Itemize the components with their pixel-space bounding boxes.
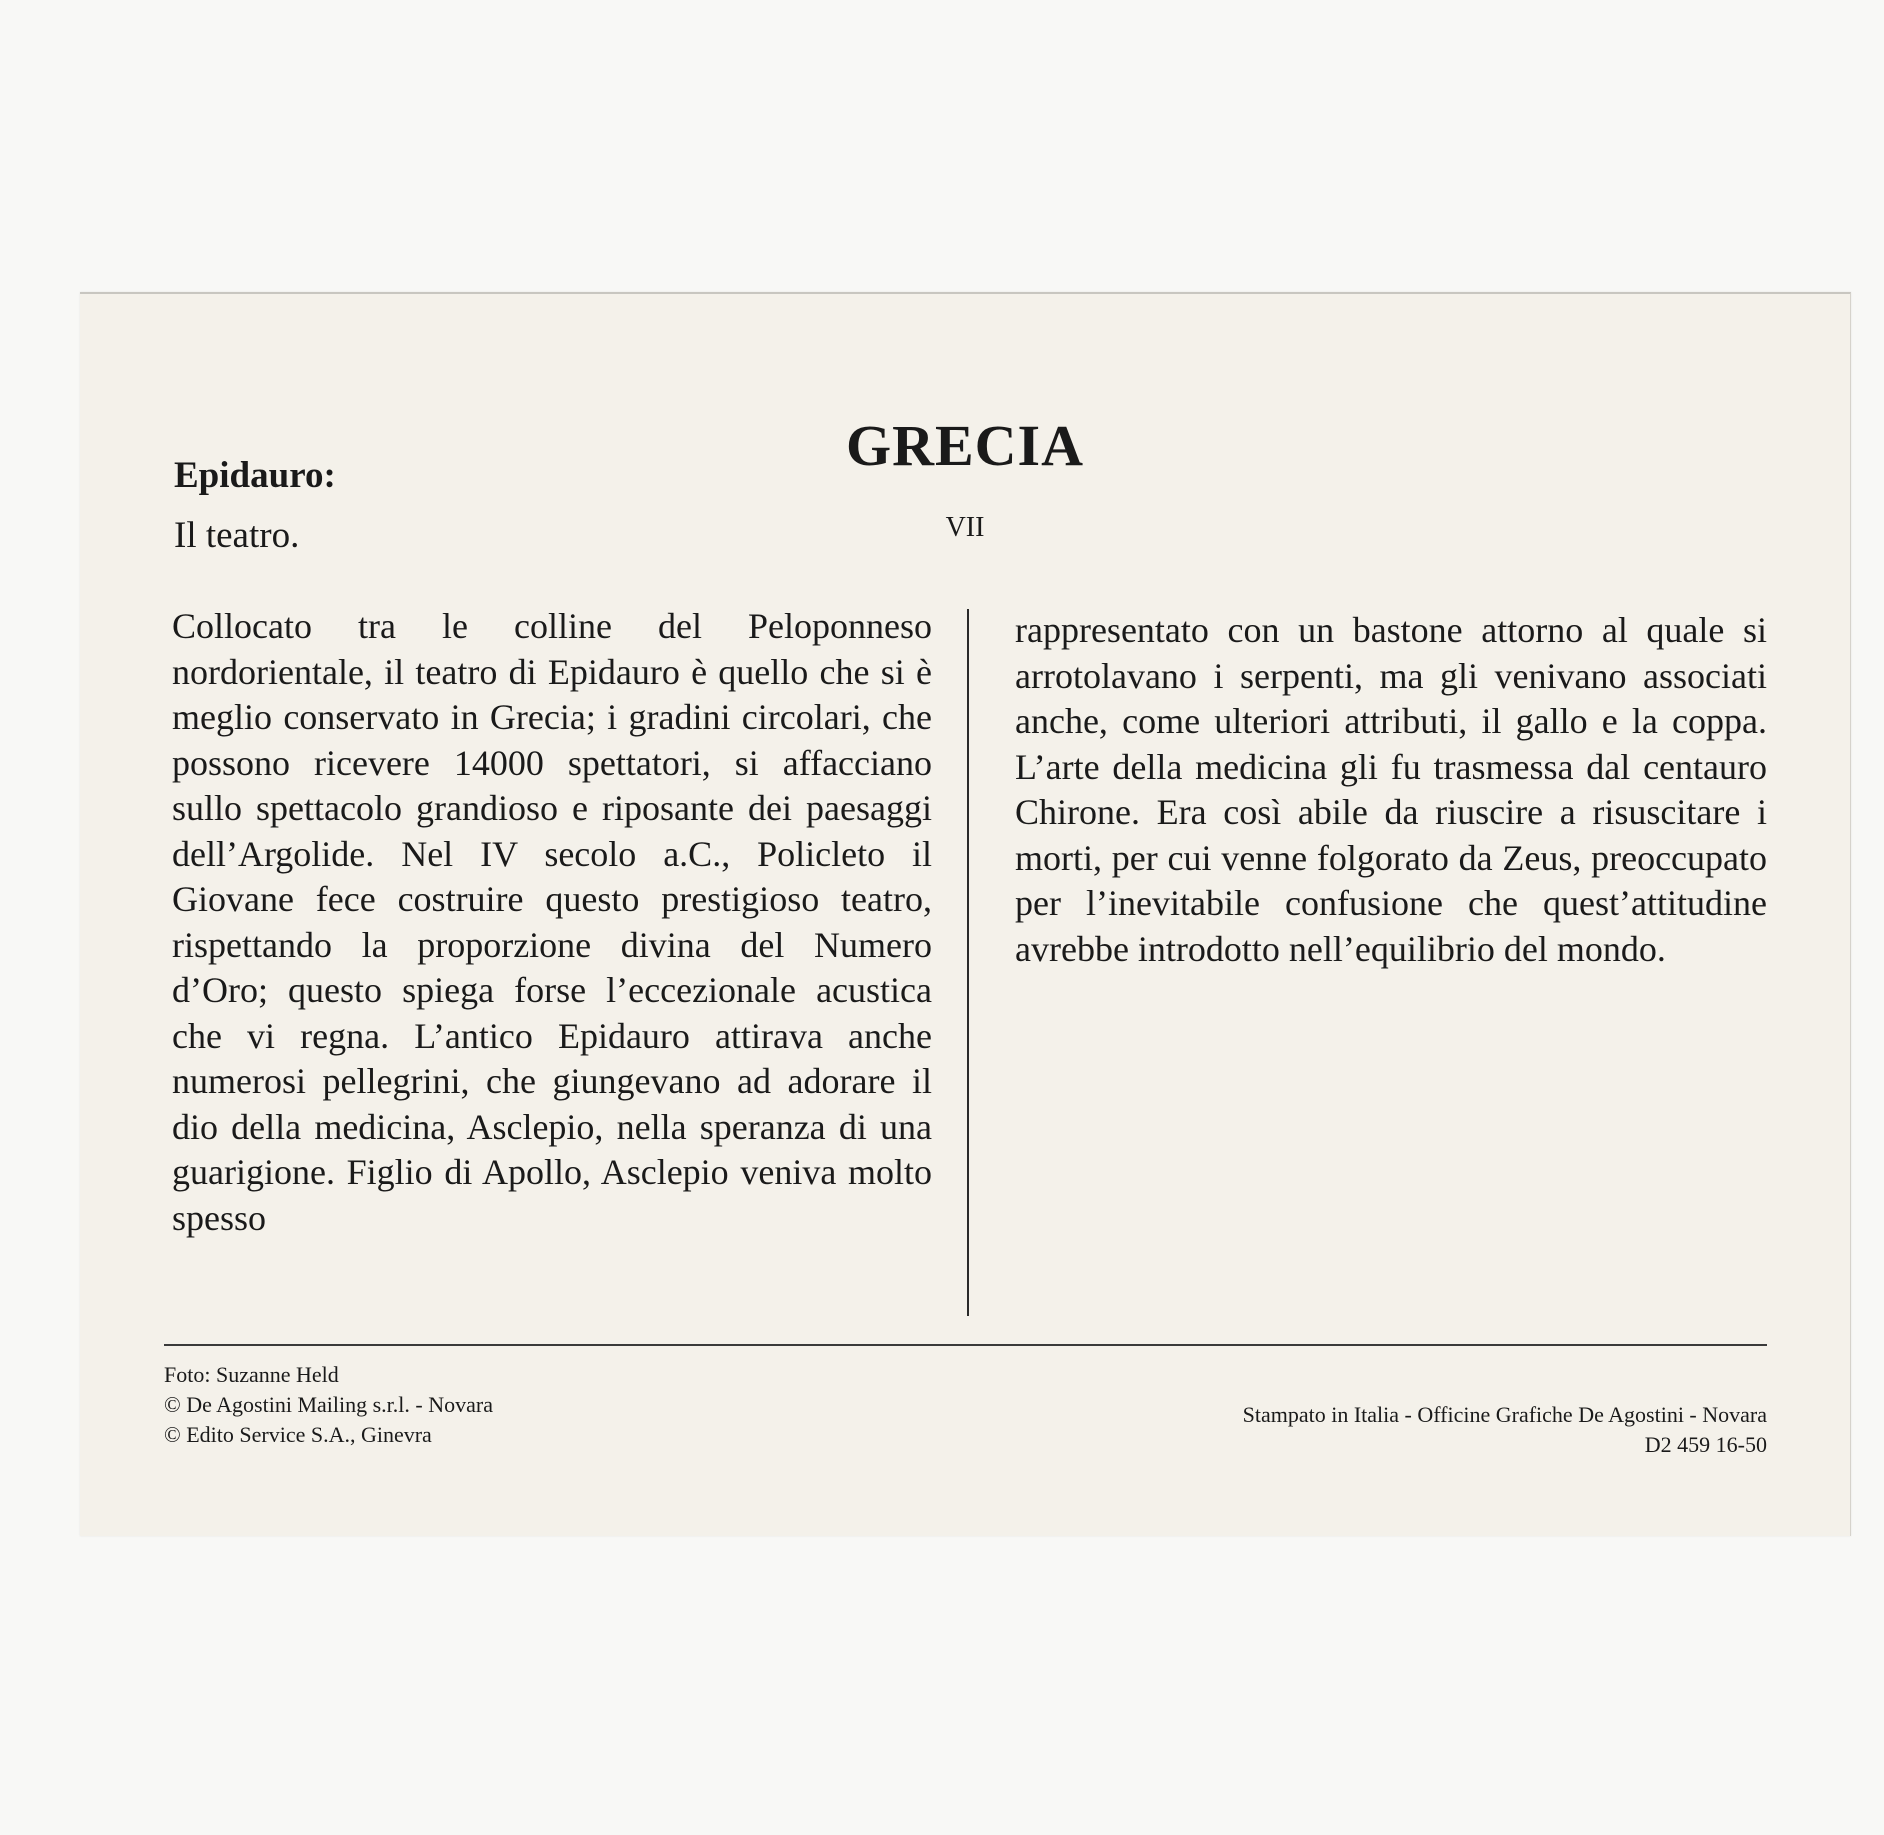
copyright-line-2: © Edito Service S.A., Ginevra xyxy=(164,1422,432,1447)
subject-subtitle: Il teatro. xyxy=(174,515,300,556)
card-number: VII xyxy=(945,512,985,543)
subject-heading: Epidauro: xyxy=(174,455,336,496)
product-code: D2 459 16-50 xyxy=(1644,1432,1767,1457)
print-info xyxy=(1243,1400,1767,1460)
footer-divider xyxy=(164,1344,1767,1346)
body-text-right-column: rappresentato con un bastone attorno al quale si arrotolavano i serpenti, ma gli venivano associati anche, come ulteriori attributi, il gallo e la coppa. L’arte della medicina gli fu trasmessa dal centauro Chirone. Era così abile da riuscire a risuscitare i morti, per cui venne folgorato da Zeus, preoccupato per l’inevitabile confusione che quest’attitudine avrebbe introdotto nell’equilibrio del mondo. xyxy=(1015,610,1767,969)
credits-block xyxy=(164,1360,493,1450)
printed-in: Stampato in Italia - Officine Grafiche De Agostini - Novara xyxy=(1242,1402,1767,1427)
postcard-back xyxy=(80,292,1851,1536)
card-title: GRECIA xyxy=(845,413,1085,478)
column-divider xyxy=(967,609,969,1316)
photo-credit: Foto: Suzanne Held xyxy=(164,1362,339,1387)
body-text-left-column: Collocato tra le colline del Peloponneso nordorientale, il teatro di Epidauro è quello che si è meglio conservato in Grecia; i gradini circolari, che possono ricevere 14000 spettatori, si affacciano sullo spettacolo grandioso e riposante dei paesaggi dell’Argolide. Nel IV secolo a.C., Policleto il Giovane fece costruire questo prestigioso teatro, rispettando la proporzione divina del Numero d’Oro; questo spiega forse l’eccezionale acustica che vi regna. L’antico Epidauro attirava anche numerosi pellegrini, che giungevano ad adorare il dio della medicina, Asclepio, nella speranza di una guarigione. Figlio di Apollo, Asclepio veniva molto spesso xyxy=(172,606,932,1238)
copyright-line-1: © De Agostini Mailing s.r.l. - Novara xyxy=(164,1392,493,1417)
